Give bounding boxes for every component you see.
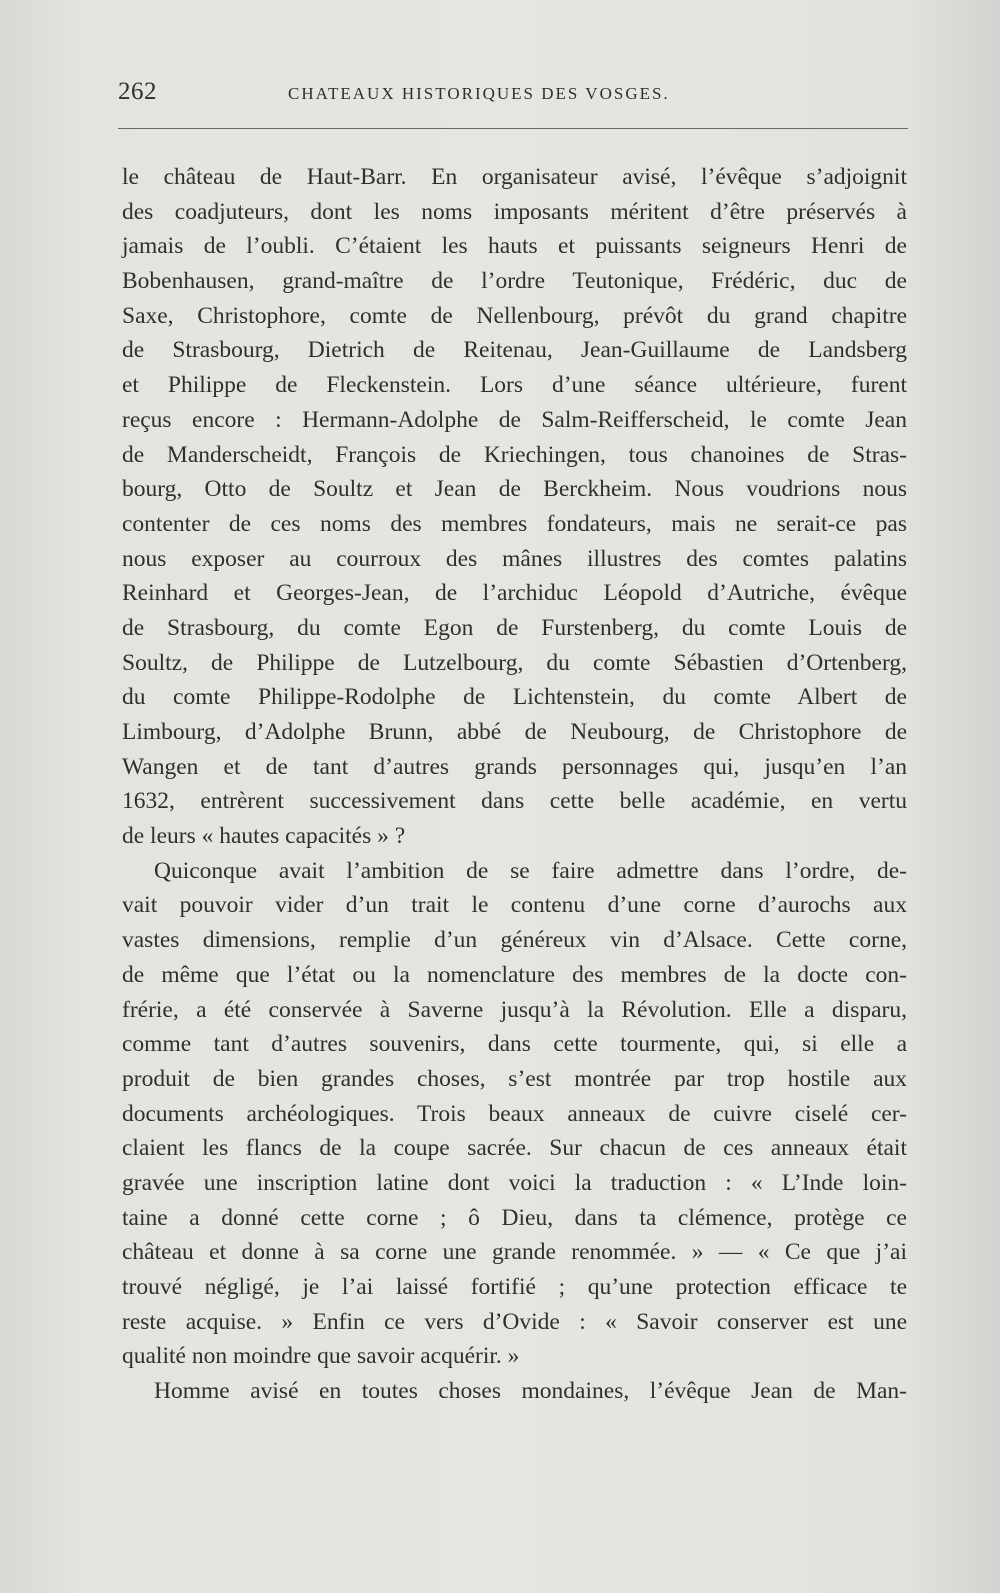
text-line: château et donne à sa corne une grande renommée. » — « Ce que j’ai bbox=[122, 1239, 907, 1266]
text-line: gravée une inscription latine dont voici la traduction : « L’Inde loin- bbox=[122, 1169, 907, 1196]
text-line: trouvé négligé, je l’ai laissé fortifié ; qu’une protection efficace te bbox=[122, 1274, 907, 1300]
text-line: des coadjuteurs, dont les noms imposants méritent d’être préservés à bbox=[122, 198, 907, 225]
text-line: du comte Philippe-Rodolphe de Lichtenstein, du comte Albert de bbox=[122, 684, 907, 711]
page-header bbox=[118, 78, 908, 114]
text-line: nous exposer au courroux des mânes illustres des comtes palatins bbox=[122, 545, 907, 572]
paragraph-start-line: Quiconque avait l’ambition de se faire admettre dans l’ordre, de- bbox=[154, 857, 907, 884]
text-line: jamais de l’oubli. C’étaient les hauts et puissants seigneurs Henri de bbox=[122, 233, 907, 260]
header-rule bbox=[118, 128, 908, 129]
body-text bbox=[122, 160, 907, 1409]
text-line: documents archéologiques. Trois beaux anneaux de cuivre ciselé cer- bbox=[122, 1100, 907, 1127]
text-line: et Philippe de Fleckenstein. Lors d’une séance ultérieure, furent bbox=[122, 372, 907, 399]
text-line: produit de bien grandes choses, s’est montrée par trop hostile aux bbox=[122, 1065, 907, 1092]
text-line: de même que l’état ou la nomenclature des membres de la docte con- bbox=[122, 961, 907, 988]
text-line: frérie, a été conservée à Saverne jusqu’à la Révolution. Elle a disparu, bbox=[122, 996, 907, 1023]
paragraph-end-line: de leurs « hautes capacités » ? bbox=[122, 823, 406, 850]
text-line: taine a donné cette corne ; ô Dieu, dans ta clémence, protège ce bbox=[122, 1204, 907, 1231]
text-line: Reinhard et Georges-Jean, de l’archiduc Léopold d’Autriche, évêque bbox=[122, 580, 907, 607]
paragraph-start-line: Homme avisé en toutes choses mondaines, l’évêque Jean de Man- bbox=[154, 1378, 907, 1405]
text-line: Saxe, Christophore, comte de Nellenbourg, prévôt du grand chapitre bbox=[122, 302, 907, 329]
text-line: 1632, entrèrent successivement dans cette belle académie, en vertu bbox=[122, 788, 907, 815]
text-line: Soultz, de Philippe de Lutzelbourg, du comte Sébastien d’Ortenberg, bbox=[122, 649, 907, 676]
page-number: 262 bbox=[118, 78, 157, 105]
text-line: vastes dimensions, remplie d’un généreux vin d’Alsace. Cette corne, bbox=[122, 927, 907, 954]
text-line: Wangen et de tant d’autres grands personnages qui, jusqu’en l’an bbox=[122, 753, 907, 780]
text-line: Bobenhausen, grand-maître de l’ordre Teutonique, Frédéric, duc de bbox=[122, 268, 907, 295]
text-line: comme tant d’autres souvenirs, dans cette tourmente, qui, si elle a bbox=[122, 1031, 907, 1058]
text-line: reçus encore : Hermann-Adolphe de Salm-Reifferscheid, le comte Jean bbox=[122, 406, 907, 433]
text-line: claient les flancs de la coupe sacrée. Sur chacun de ces anneaux était bbox=[122, 1135, 907, 1162]
text-line: le château de Haut-Barr. En organisateur avisé, l’évêque s’adjoignit bbox=[122, 164, 907, 190]
running-title: CHATEAUX HISTORIQUES DES VOSGES. bbox=[288, 84, 670, 103]
text-line: Limbourg, d’Adolphe Brunn, abbé de Neubourg, de Christophore de bbox=[122, 719, 907, 745]
text-line: reste acquise. » Enfin ce vers d’Ovide : « Savoir conserver est une bbox=[122, 1308, 907, 1335]
text-line: de Strasbourg, Dietrich de Reitenau, Jean-Guillaume de Landsberg bbox=[122, 337, 907, 364]
text-line: vait pouvoir vider d’un trait le contenu d’une corne d’aurochs aux bbox=[122, 892, 907, 919]
text-line: contenter de ces noms des membres fondateurs, mais ne serait-ce pas bbox=[122, 510, 907, 537]
text-line: bourg, Otto de Soultz et Jean de Berckheim. Nous voudrions nous bbox=[122, 476, 907, 503]
text-line: de Manderscheidt, François de Kriechingen, tous chanoines de Stras- bbox=[122, 441, 907, 468]
paragraph-end-line: qualité non moindre que savoir acquérir. » bbox=[122, 1343, 520, 1370]
text-line: de Strasbourg, du comte Egon de Furstenberg, du comte Louis de bbox=[122, 614, 907, 641]
